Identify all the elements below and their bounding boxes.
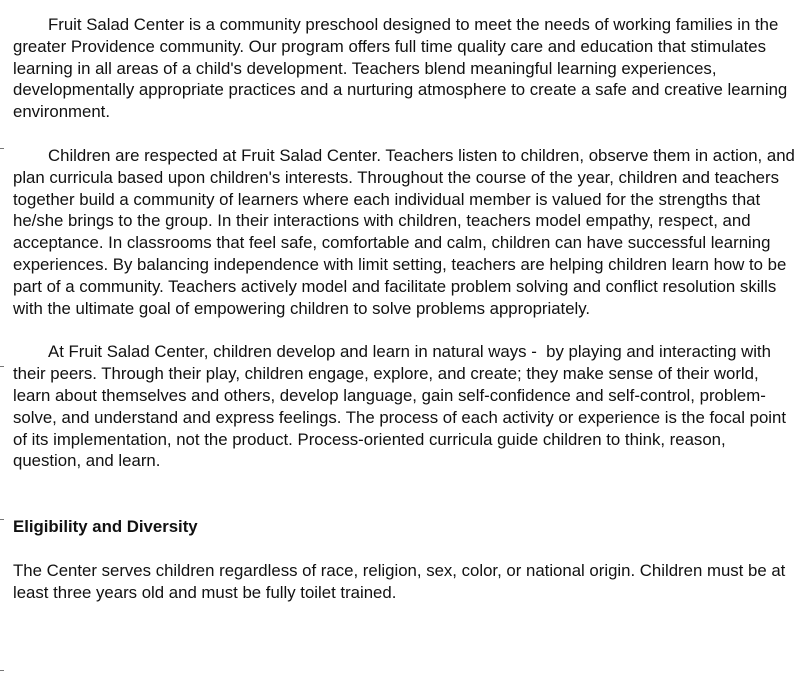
section-heading: Eligibility and Diversity: [13, 517, 198, 537]
eligibility-paragraph: The Center serves children regardless of race, religion, sex, color, or national origin. Children must be at least three years old and must be fully toilet trained.: [13, 560, 790, 602]
margin-tick: [0, 519, 4, 520]
margin-tick: [0, 148, 4, 149]
margin-tick: [0, 670, 4, 671]
document-body: [13, 14, 800, 604]
philosophy-paragraph: Children are respected at Fruit Salad Center. Teachers listen to children, observe them in action, and plan curricula based upon children's interests. Throughout the course of the year, children and teachers together build a community of learners where each individual member is valued for the strengths that he/she brings to the group. In their interactions with children, teachers model empathy, respect, and acceptance. In classrooms that feel safe, comfortable and calm, children can have successful learning experiences. By balancing independence with limit setting, teachers are helping children learn how to be part of a community. Teachers actively model and facilitate problem solving and conflict resolution skills with the ultimate goal of empowering children to solve problems appropriately.: [13, 145, 800, 318]
intro-paragraph: Fruit Salad Center is a community preschool designed to meet the needs of working families in the greater Providence community. Our program offers full time quality care and education that stimulates learning in all areas of a child's development. Teachers blend meaningful learning experiences, developmentally appropriate practices and a nurturing atmosphere to create a safe and creative learning environment.: [13, 15, 792, 122]
margin-tick: [0, 366, 4, 367]
learning-paragraph: At Fruit Salad Center, children develop and learn in natural ways - by playing and interacting with their peers. Through their play, children engage, explore, and create; they make sense of their world, learn about themselves and others, develop language, gain self-confidence and self-control, problem-solve, and understand and express feelings. The process of each activity or experience is the focal point of its implementation, not the product. Process-oriented curricula guide children to think, reason, question, and learn.: [13, 342, 791, 471]
